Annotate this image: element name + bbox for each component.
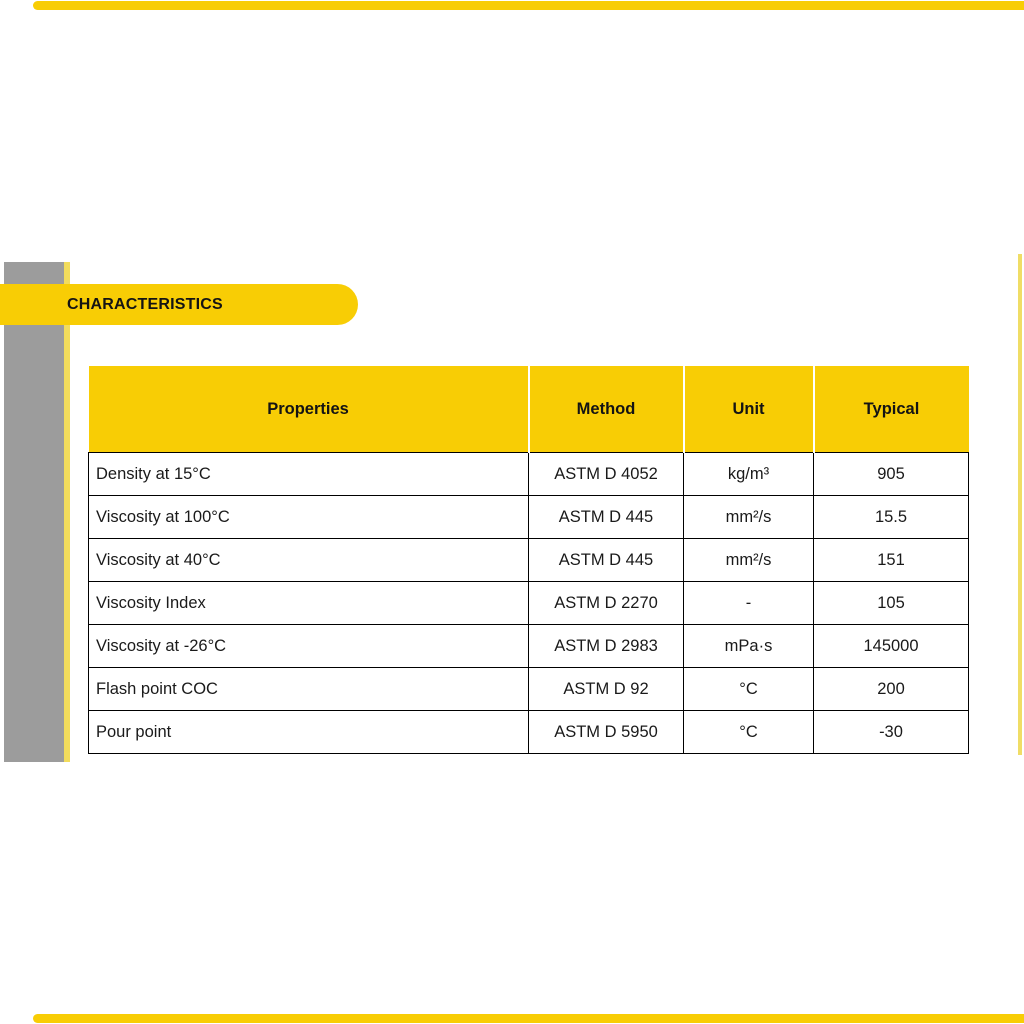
typical-cell: 905 xyxy=(814,453,969,496)
typical-cell: 15.5 xyxy=(814,496,969,539)
typical-cell: -30 xyxy=(814,711,969,754)
section-title-banner xyxy=(0,284,358,325)
typical-cell: 145000 xyxy=(814,625,969,668)
top-accent-bar xyxy=(33,1,1024,10)
table-row xyxy=(89,625,969,668)
table-row xyxy=(89,711,969,754)
table-row xyxy=(89,668,969,711)
method-cell: ASTM D 5950 xyxy=(529,711,684,754)
left-yellow-accent-line xyxy=(64,262,70,762)
column-header-method: Method xyxy=(529,366,684,453)
property-cell: Flash point COC xyxy=(89,668,529,711)
method-cell: ASTM D 92 xyxy=(529,668,684,711)
table-row xyxy=(89,539,969,582)
table-row xyxy=(89,582,969,625)
bottom-accent-bar xyxy=(33,1014,1024,1023)
method-cell: ASTM D 2270 xyxy=(529,582,684,625)
unit-cell: °C xyxy=(684,711,814,754)
unit-cell: mm²/s xyxy=(684,539,814,582)
unit-cell: °C xyxy=(684,668,814,711)
property-cell: Viscosity Index xyxy=(89,582,529,625)
column-header-unit: Unit xyxy=(684,366,814,453)
property-cell: Pour point xyxy=(89,711,529,754)
characteristics-table xyxy=(88,366,969,754)
method-cell: ASTM D 4052 xyxy=(529,453,684,496)
table-header-row xyxy=(89,366,969,453)
unit-cell: kg/m³ xyxy=(684,453,814,496)
property-cell: Viscosity at 100°C xyxy=(89,496,529,539)
typical-cell: 105 xyxy=(814,582,969,625)
method-cell: ASTM D 2983 xyxy=(529,625,684,668)
table-row xyxy=(89,496,969,539)
unit-cell: - xyxy=(684,582,814,625)
right-yellow-accent-line xyxy=(1018,254,1022,755)
column-header-typical: Typical xyxy=(814,366,969,453)
typical-cell: 200 xyxy=(814,668,969,711)
column-header-properties: Properties xyxy=(89,366,529,453)
section-title: CHARACTERISTICS xyxy=(67,295,223,313)
left-gray-bar xyxy=(4,262,64,762)
unit-cell: mm²/s xyxy=(684,496,814,539)
unit-cell: mPa·s xyxy=(684,625,814,668)
typical-cell: 151 xyxy=(814,539,969,582)
method-cell: ASTM D 445 xyxy=(529,496,684,539)
table-row xyxy=(89,453,969,496)
property-cell: Density at 15°C xyxy=(89,453,529,496)
property-cell: Viscosity at 40°C xyxy=(89,539,529,582)
method-cell: ASTM D 445 xyxy=(529,539,684,582)
property-cell: Viscosity at -26°C xyxy=(89,625,529,668)
